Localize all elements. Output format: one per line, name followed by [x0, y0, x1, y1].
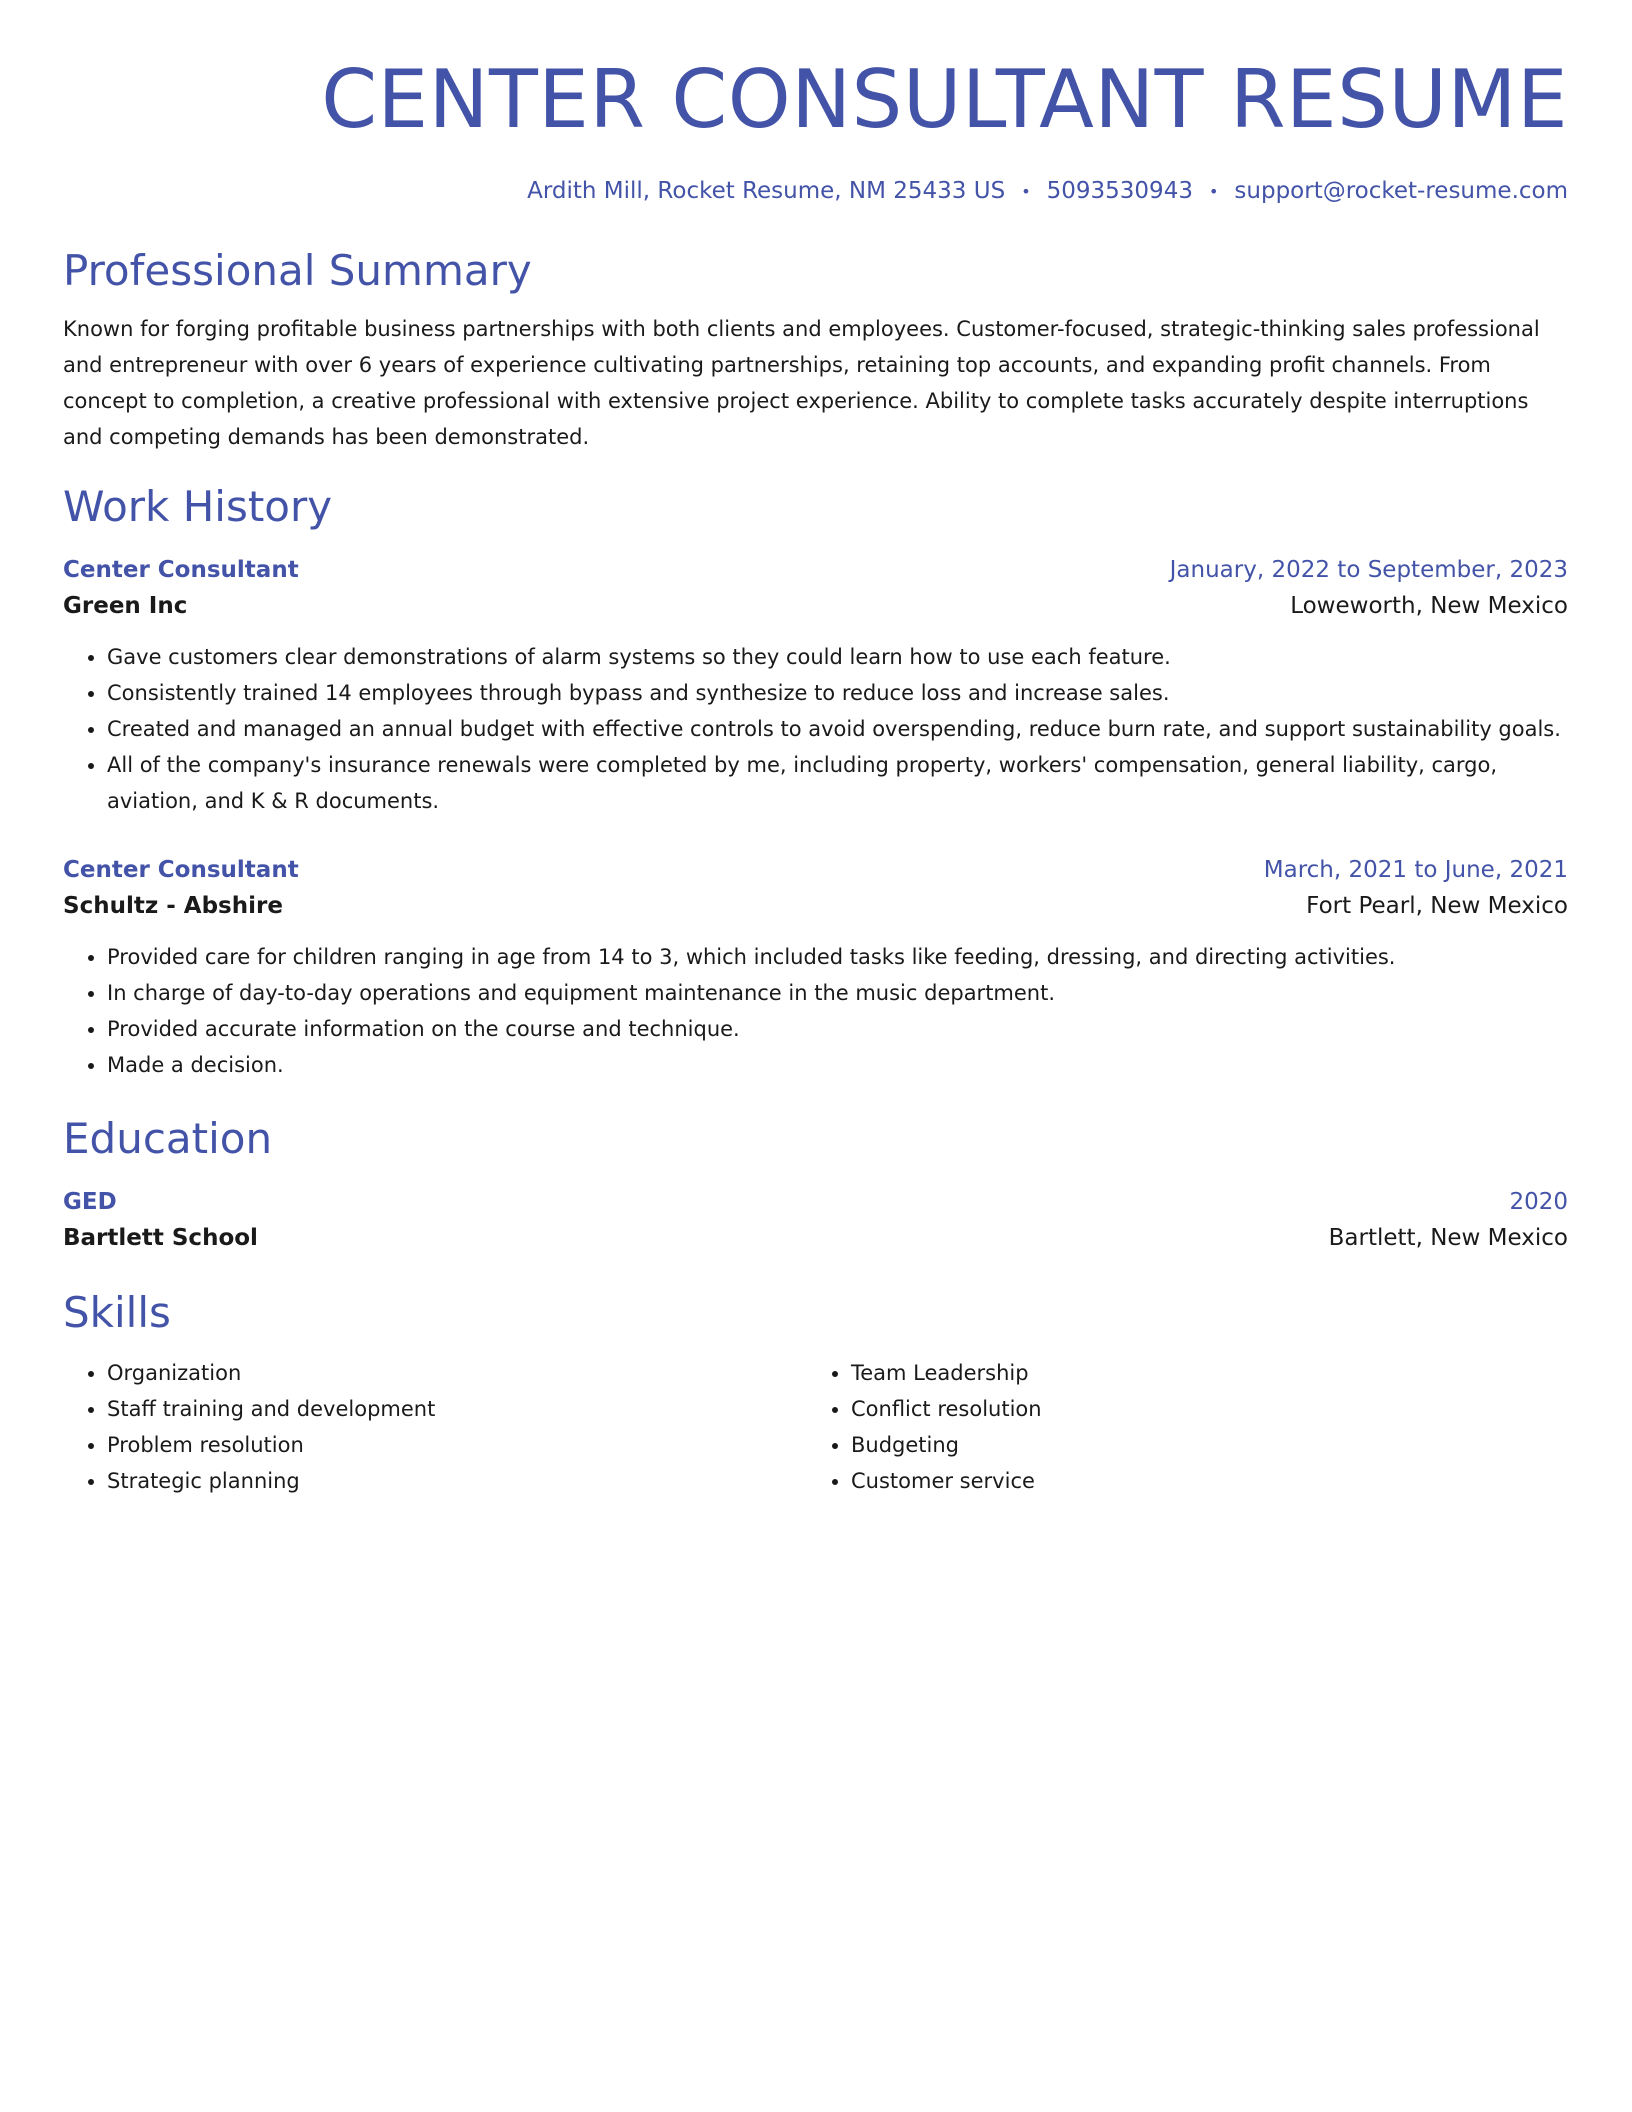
skill-item: • Strategic planning	[107, 1463, 807, 1499]
contact-email[interactable]: support@rocket-resume.com	[1234, 178, 1568, 204]
education-location: Bartlett, New Mexico	[1328, 1224, 1568, 1251]
job-title-row	[63, 553, 1568, 587]
education-entry	[63, 1185, 1568, 1257]
job-location: Fort Pearl, New Mexico	[1306, 892, 1568, 919]
contact-line	[63, 176, 1568, 207]
job-dates: March, 2021 to June, 2021	[1263, 856, 1568, 883]
job-title: Center Consultant	[63, 856, 299, 883]
job-duties-list	[63, 639, 1568, 819]
skill-item: • Team Leadership	[851, 1355, 1042, 1391]
skills-heading: Skills	[63, 1287, 171, 1337]
job-duty: • Gave customers clear demonstrations of alarm systems so they could learn how to use each feature.	[107, 639, 1568, 675]
education-degree-row	[63, 1185, 1568, 1219]
job-duty: • Made a decision.	[107, 1047, 1568, 1083]
skill-item: • Customer service	[851, 1463, 1042, 1499]
skill-item: • Budgeting	[851, 1427, 1042, 1463]
job-duty: • All of the company's insurance renewals were completed by me, including property, workers' compensation, general liability, cargo, aviation, and K & R documents.	[107, 747, 1568, 819]
education-degree: GED	[63, 1188, 117, 1215]
job-company: Green Inc	[63, 592, 188, 619]
summary-text: Known for forging profitable business partnerships with both clients and employees. Customer-focused, strategic-thinking sales professional and entrepreneur with over 6 years of experience cultivating partnerships, retaining top accounts, and expanding profit channels. From concept to completion, a creative professional with extensive project experience. Ability to complete tasks accurately despite interruptions and competing demands has been demonstrated.	[63, 316, 1540, 449]
contact-phone[interactable]: 5093530943	[1046, 178, 1193, 204]
job-duty: • In charge of day-to-day operations and equipment maintenance in the music department.	[107, 975, 1568, 1011]
skill-item: • Staff training and development	[107, 1391, 807, 1427]
job-title-row	[63, 853, 1568, 887]
job-entry	[63, 853, 1568, 1083]
skill-item: • Problem resolution	[107, 1427, 807, 1463]
work-history-heading: Work History	[63, 481, 333, 531]
contact-separator: •	[1208, 181, 1219, 201]
skill-item: • Organization	[107, 1355, 807, 1391]
skill-item: • Conflict resolution	[851, 1391, 1042, 1427]
job-location: Loweworth, New Mexico	[1290, 592, 1568, 619]
summary-heading: Professional Summary	[63, 245, 532, 295]
job-title: Center Consultant	[63, 556, 299, 583]
job-duties-list	[63, 939, 1568, 1083]
job-duty: • Consistently trained 14 employees through bypass and synthesize to reduce loss and increase sales.	[107, 675, 1568, 711]
job-dates: January, 2022 to September, 2023	[1169, 556, 1568, 583]
contact-address: Ardith Mill, Rocket Resume, NM 25433 US	[527, 178, 1006, 204]
education-school: Bartlett School	[63, 1224, 258, 1251]
skills-columns	[63, 1355, 1568, 1499]
education-heading: Education	[63, 1113, 273, 1163]
job-duty: • Created and managed an annual budget with effective controls to avoid overspending, reduce burn rate, and support sustainability goals.	[107, 711, 1568, 747]
job-duty: • Provided accurate information on the course and technique.	[107, 1011, 1568, 1047]
education-school-row	[63, 1219, 1568, 1257]
skills-list-left	[63, 1355, 807, 1499]
job-company-row	[63, 587, 1568, 625]
job-company: Schultz - Abshire	[63, 892, 283, 919]
job-company-row	[63, 887, 1568, 925]
job-entry	[63, 553, 1568, 819]
contact-separator: •	[1021, 181, 1031, 201]
education-year: 2020	[1509, 1188, 1568, 1215]
resume-page	[63, 0, 1568, 1499]
resume-title: CENTER CONSULTANT RESUME	[321, 53, 1568, 146]
skills-list-right	[807, 1355, 1042, 1499]
job-duty: • Provided care for children ranging in age from 14 to 3, which included tasks like feeding, dressing, and directing activities.	[107, 939, 1568, 975]
